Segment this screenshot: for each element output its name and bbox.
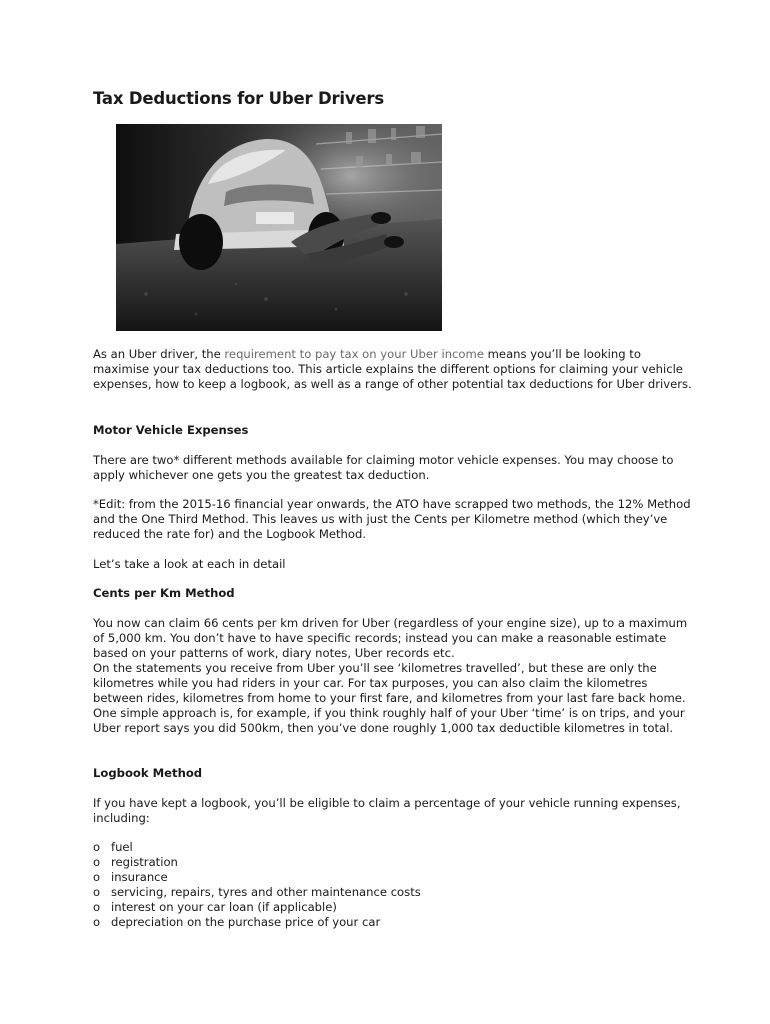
list-item: o interest on your car loan (if applicable) (93, 900, 337, 914)
list-item: o registration (93, 855, 178, 869)
intro-text-start: As an Uber driver, the (93, 347, 225, 361)
bullet-marker: o (93, 870, 101, 884)
bullet-marker: o (93, 915, 101, 929)
list-item: o servicing, repairs, tyres and other maintenance costs (93, 885, 421, 899)
expense-list (93, 840, 421, 930)
car-garage-illustration (116, 124, 442, 331)
list-item: o fuel (93, 840, 133, 854)
cents-paragraph-1: You now can claim 66 cents per km driven for Uber (regardless of your engine size), up to a maximum of 5,000 km. You don’t have to have specific records; instead you can make a reasonable estimate based on your patterns of work, diary notes, Uber records etc. (93, 616, 688, 660)
detail-paragraph: Let’s take a look at each in detail (93, 557, 286, 571)
tax-income-link[interactable]: requirement to pay tax on your Uber income (224, 347, 484, 361)
bullet-marker: o (93, 855, 101, 869)
bullet-marker: o (93, 885, 101, 899)
motor-vehicle-paragraph: There are two* different methods available for claiming motor vehicle expenses. You may choose to apply whichever one gets you the greatest tax deduction. (93, 453, 674, 482)
motor-vehicle-heading: Motor Vehicle Expenses (93, 423, 249, 437)
bullet-marker: o (93, 840, 101, 854)
bullet-marker: o (93, 900, 101, 914)
cents-paragraph-2: On the statements you receive from Uber you’ll see ‘kilometres travelled’, but these are only the kilometres while you had riders in your car. For tax purposes, you can also claim the kilometres between rides, kilometres from home to your first fare, and kilometres from your last fare back home. One simple approach is, for example, if you think roughly half of your Uber ‘time’ is on trips, and your Uber report says you did 500km, then you’ve done roughly 1,000 tax deductible kilometres in total. (93, 661, 686, 735)
edit-note-paragraph: *Edit: from the 2015-16 financial year onwards, the ATO have scrapped two methods, the 12% Method and the One Third Method. This leaves us with just the Cents per Kilometre method (which they’ve reduced the rate for) and the Logbook Method. (93, 497, 691, 541)
car-garage-photo (116, 124, 442, 331)
cents-per-km-heading: Cents per Km Method (93, 586, 235, 600)
logbook-paragraph: If you have kept a logbook, you’ll be eligible to claim a percentage of your vehicle running expenses, including: (93, 796, 681, 825)
intro-paragraph (93, 347, 693, 392)
page-title: Tax Deductions for Uber Drivers (93, 89, 384, 108)
intro-text-end: means you’ll be looking to maximise your tax deductions too. This article explains the different options for claiming your vehicle expenses, how to keep a logbook, as well as a range of other potential tax deductions for Uber drivers. (93, 347, 692, 391)
logbook-heading: Logbook Method (93, 766, 203, 780)
list-item: o insurance (93, 870, 168, 884)
list-item: o depreciation on the purchase price of your car (93, 915, 381, 929)
